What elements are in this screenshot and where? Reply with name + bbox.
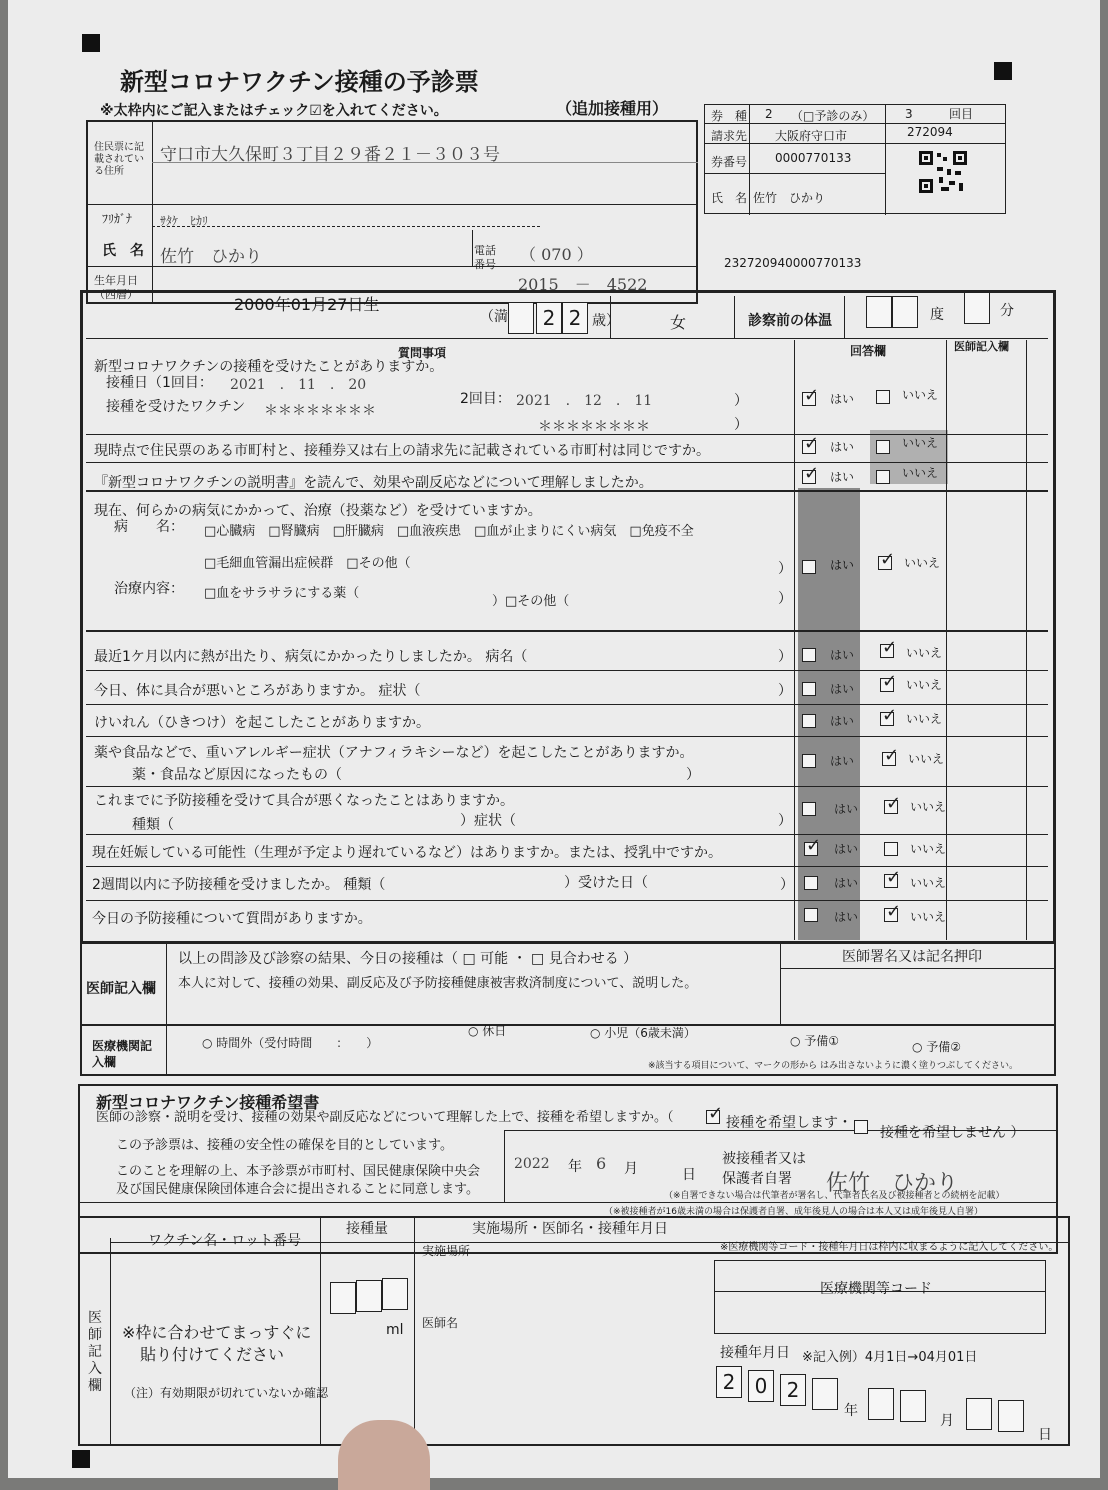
q1-vaccine-1: ＊＊＊＊＊＊＊＊	[264, 403, 376, 419]
q1-no-checkbox[interactable]	[876, 390, 890, 404]
consent-want-label: 接種を希望します・	[726, 1115, 852, 1131]
birth-value: 2000年01月27日生	[234, 295, 380, 314]
clinic-option-holiday[interactable]: ○ 休日	[468, 1024, 507, 1038]
vaccination-year-digit-3[interactable]: 2	[780, 1374, 806, 1406]
q4-disease-label: 病 名：	[114, 519, 184, 535]
thumb-image	[338, 1420, 430, 1490]
q5-yes-checkbox[interactable]	[802, 648, 816, 662]
ticket-dose-value: 3	[905, 107, 913, 121]
q7-text: けいれん（ひきつけ）を起こしたことがありますか。	[94, 715, 430, 731]
q8-no-checkbox[interactable]	[882, 752, 896, 766]
registration-mark	[72, 1450, 90, 1468]
registration-mark	[994, 62, 1012, 80]
q5-text: 最近1ケ月以内に熱が出たり、病気にかかったりしましたか。 病名（	[94, 649, 528, 665]
q12-text: 今日の予防接種について質問がありますか。	[92, 911, 372, 927]
vaccination-year-digit-4[interactable]	[812, 1378, 838, 1410]
qr-code-icon	[919, 151, 967, 193]
q2-yes-checkbox[interactable]	[802, 440, 816, 454]
q3-no-checkbox[interactable]	[876, 470, 890, 484]
q9-yes-checkbox[interactable]	[802, 802, 816, 816]
consent-signer-label-1: 被接種者又は	[722, 1151, 806, 1167]
clinic-option-reserve-1-label: 予備①	[804, 1034, 840, 1048]
vaccination-date-label: 接種年月日	[720, 1345, 790, 1361]
q10-no-label: いいえ	[910, 842, 947, 856]
q4-no-label: いいえ	[904, 556, 941, 570]
q8-text: 薬や食品などで、重いアレルギー症状（アナフィラキシーなど）を起こしたことがありますか。	[94, 745, 694, 761]
q10-yes-label: はい	[834, 842, 859, 856]
age-prefix: （満	[480, 309, 508, 325]
ticket-billing-value: 大阪府守口市	[775, 129, 848, 143]
q1-date1[interactable]: 2021 . 11 . 20	[230, 377, 367, 393]
ticket-number-label: 券番号	[711, 155, 748, 169]
vaccination-month-digit-2[interactable]	[900, 1390, 926, 1422]
consent-not-want-label: 接種を希望しません ）	[880, 1125, 1025, 1141]
q5-no-checkbox[interactable]	[880, 644, 894, 658]
q11-no-label: いいえ	[910, 876, 947, 890]
address-value[interactable]: 守口市大久保町３丁目２９番２１－３０３号	[160, 145, 500, 165]
doctor-line-2: 本人に対して、接種の効果、副反応及び予防接種健康被害救済制度について、説明した。	[178, 976, 698, 991]
vaccination-day-unit: 日	[1038, 1427, 1052, 1443]
q9-yes-label: はい	[834, 802, 859, 816]
q2-no-checkbox[interactable]	[876, 440, 890, 454]
consent-month[interactable]: 6	[596, 1154, 607, 1173]
consent-note-2: （※被接種者が16歳未満の場合は保護者自署、成年後見人の場合は本人又は成年後見人自署）	[604, 1207, 983, 1217]
q4-yes-label: はい	[830, 558, 855, 572]
q4-paren-close-1: ）	[778, 561, 792, 577]
vaccination-year-digit-2[interactable]: 0	[748, 1370, 774, 1402]
q2-no-label: いいえ	[902, 436, 939, 450]
doctor-notes-header: 医師記入欄	[954, 340, 1009, 353]
vaccination-year-digit-1[interactable]: 2	[716, 1366, 742, 1398]
birth-label: 生年月日（西暦）	[94, 274, 138, 301]
doctor-label: 医師記入欄	[86, 981, 156, 997]
q1-date1-label: 接種日（1回目：	[106, 375, 213, 391]
q11-no-checkbox[interactable]	[884, 874, 898, 888]
q2-yes-label: はい	[830, 440, 855, 454]
q11-date-label: ）受けた日（	[564, 875, 648, 891]
amount-digit-1[interactable]	[330, 1282, 356, 1314]
q3-yes-label: はい	[830, 470, 855, 484]
ticket-billing-code: 272094	[907, 125, 953, 139]
record-place-column: 実施場所・医師名・接種年月日	[472, 1221, 668, 1237]
consent-info-3: 及び国民健康保険団体連合会に提出されることに同意します。	[116, 1182, 479, 1197]
ticket-name-value: 佐竹 ひかり	[753, 191, 826, 205]
clinic-option-child[interactable]: ○ 小児（6歳未満）	[590, 1026, 696, 1040]
consent-signer-label-2: 保護者自署	[722, 1171, 792, 1187]
clinic-option-reserve-2[interactable]: ○ 予備②	[912, 1040, 962, 1054]
q4-disease-options[interactable]: □心臓病 □腎臓病 □肝臓病 □血液疾患 □血が止まりにくい病気 □免疫不全	[204, 524, 694, 539]
age-digit-2[interactable]: 2	[562, 302, 588, 334]
q6-yes-checkbox[interactable]	[802, 682, 816, 696]
q1-paren-close-2: ）	[734, 417, 748, 433]
consent-title: 新型コロナワクチン接種希望書	[96, 1093, 320, 1112]
q6-text: 今日、体に具合が悪いところがありますか。 症状（	[94, 683, 421, 699]
form-subtitle: （追加接種用）	[556, 99, 669, 118]
vaccination-month-unit: 月	[940, 1413, 954, 1429]
consent-year[interactable]: 2022	[514, 1156, 550, 1172]
consent-info-2: このことを理解の上、本予診票が市町村、国民健康保険中央会	[116, 1164, 481, 1179]
furigana-value[interactable]: ｻﾀｹ ﾋｶﾘ	[160, 214, 209, 228]
q9-paren-close: ）	[778, 813, 792, 829]
ticket-number-value: 0000770133	[775, 151, 852, 165]
q4-treatment-option-2[interactable]: ）□その他（	[492, 594, 570, 609]
q10-no-checkbox[interactable]	[884, 842, 898, 856]
consent-year-unit: 年	[568, 1159, 582, 1175]
temperature-unit-minute: 分	[1000, 303, 1014, 319]
q11-yes-label: はい	[834, 876, 859, 890]
sex-value: 女	[670, 313, 687, 332]
q6-paren-close: ）	[778, 683, 792, 699]
record-amount-column: 接種量	[346, 1221, 388, 1237]
record-side-label: 医師記入欄	[88, 1310, 102, 1394]
clinic-option-overtime[interactable]: ○ 時間外（受付時間 ： ）	[202, 1036, 379, 1050]
clinic-option-overtime-label: 時間外（受付時間 ： ）	[216, 1036, 379, 1050]
sticker-instruction-1: ※枠に合わせてまっすぐに	[122, 1323, 312, 1342]
clinic-option-reserve-2-label: 予備②	[926, 1040, 962, 1054]
consent-note-1: （※自署できない場合は代筆者が署名し、代筆者氏名及び被接種者との続柄を記載）	[664, 1191, 1005, 1201]
q4-yes-checkbox[interactable]	[802, 560, 816, 574]
q12-yes-label: はい	[834, 910, 859, 924]
vaccination-month-digit-1[interactable]	[868, 1388, 894, 1420]
q12-no-label: いいえ	[910, 910, 947, 924]
q1-paren-close: ）	[734, 393, 748, 409]
amount-digit-2[interactable]	[356, 1280, 382, 1312]
q8-sub: 薬・食品など原因になったもの（	[132, 767, 342, 783]
q10-yes-checkbox[interactable]	[804, 842, 818, 856]
q8-yes-label: はい	[830, 754, 855, 768]
q7-no-label: いいえ	[906, 712, 943, 726]
furigana-label: ﾌﾘｶﾞﾅ	[102, 212, 133, 226]
answers-header: 回答欄	[850, 344, 887, 358]
q1-date2[interactable]: 2021 . 12 . 11	[516, 393, 653, 409]
expiry-note: （注）有効期限が切れていないか確認	[124, 1386, 329, 1400]
temperature-label: 診察前の体温	[748, 313, 832, 329]
clinic-label: 医療機関記入欄	[92, 1039, 153, 1069]
clinic-option-holiday-label: 休日	[482, 1024, 507, 1038]
q3-text: 『新型コロナワクチンの説明書』を読んで、効果や副反応などについて理解しましたか。	[94, 475, 653, 491]
ticket-billing-label: 請求先	[711, 129, 748, 143]
phone-value-2[interactable]: 2015 － 4522	[518, 275, 648, 294]
amount-digit-3[interactable]	[382, 1278, 408, 1310]
q5-yes-label: はい	[830, 648, 855, 662]
form-instruction: ※太枠内にご記入またはチェック☑を入れてください。	[100, 103, 448, 119]
q9-text: これまでに予防接種を受けて具合が悪くなったことはありますか。	[94, 793, 514, 809]
place-label: 実施場所	[422, 1244, 471, 1258]
q6-no-label: いいえ	[906, 678, 943, 692]
ticket-dose-unit: 回目	[949, 107, 974, 121]
age-suffix: 歳）	[592, 313, 620, 329]
q8-no-label: いいえ	[908, 752, 945, 766]
doctor-line-1[interactable]: 以上の問診及び診察の結果、今日の接種は（ □ 可能 ・ □ 見合わせる ）	[178, 951, 638, 967]
q4-treatment-label: 治療内容：	[114, 581, 184, 597]
q7-yes-checkbox[interactable]	[802, 714, 816, 728]
q1-text: 新型コロナワクチンの接種を受けたことがありますか。	[94, 359, 444, 375]
q1-vaccine-2: ＊＊＊＊＊＊＊＊	[538, 419, 650, 435]
ticket-kind-value: 2	[765, 107, 773, 121]
clinic-note: ※該当する項目について、マークの形から はみ出さないように濃く塗りつぶしてください。	[648, 1061, 1019, 1071]
form-title: 新型コロナワクチン接種の予診票	[120, 68, 479, 96]
ticket-barcode-number: 232720940000770133	[724, 256, 862, 270]
q4-paren-close-2: ）	[778, 591, 792, 607]
clinic-option-child-label: 小児（6歳未満）	[604, 1026, 696, 1040]
q8-paren-close: ）	[686, 767, 700, 783]
record-vaccine-column: ワクチン名・ロット番号	[148, 1233, 302, 1249]
q11-yes-checkbox[interactable]	[804, 876, 818, 890]
vaccination-year-unit: 年	[844, 1403, 858, 1419]
q5-paren-close: ）	[778, 649, 792, 665]
questions-header: 質問事項	[398, 346, 447, 360]
q6-no-checkbox[interactable]	[880, 678, 894, 692]
q7-yes-label: はい	[830, 714, 855, 728]
vaccination-day-digit-2[interactable]	[998, 1400, 1024, 1432]
name-value[interactable]: 佐竹 ひかり	[160, 247, 262, 267]
q9-no-label: いいえ	[910, 800, 947, 814]
q4-text: 現在、何らかの病気にかかって、治療（投薬など）を受けていますか。	[94, 503, 542, 519]
name-label: 氏 名	[102, 243, 144, 259]
q3-no-label: いいえ	[902, 466, 939, 480]
q1-yes-label: はい	[830, 392, 855, 406]
q6-yes-label: はい	[830, 682, 855, 696]
consent-question: 医師の診察・説明を受け、接種の効果や副反応などについて理解した上で、接種を希望しますか。（	[96, 1110, 674, 1125]
phone-label: 電話番号	[474, 244, 496, 271]
q1-date2-label: 2回目：	[460, 391, 511, 407]
q11-paren-close: ）	[780, 877, 794, 893]
consent-month-unit: 月	[624, 1161, 638, 1177]
consent-day-unit: 日	[682, 1167, 696, 1183]
consent-signature[interactable]: 佐竹 ひかり	[826, 1171, 959, 1196]
doctor-name-label: 医師名	[422, 1316, 459, 1330]
sticker-instruction-2: 貼り付けてください	[140, 1345, 285, 1364]
q9-sub-symptom: ）症状（	[460, 813, 516, 829]
phone-value-1[interactable]: （ 070 ）	[520, 245, 593, 264]
vaccination-date-example: ※記入例）4月1日→04月01日	[802, 1350, 978, 1365]
q4-no-checkbox[interactable]	[878, 556, 892, 570]
q12-yes-checkbox[interactable]	[804, 908, 818, 922]
ticket-name-label: 氏 名	[711, 191, 748, 205]
clinic-option-reserve-1[interactable]: ○ 予備①	[790, 1034, 840, 1048]
q1-vaccine-label: 接種を受けたワクチン	[106, 399, 246, 415]
q12-no-checkbox[interactable]	[884, 908, 898, 922]
address-label: 住民票に記載されている住所	[94, 142, 144, 177]
q11-text: 2週間以内に予防接種を受けましたか。 種類（	[92, 877, 386, 893]
consent-want-checkbox[interactable]	[706, 1110, 720, 1124]
q4-disease-options-2[interactable]: □毛細血管漏出症候群 □その他（	[204, 556, 411, 571]
q1-no-label: いいえ	[902, 388, 939, 402]
ticket-kind-note: （□予診のみ）	[791, 109, 875, 123]
amount-unit: ml	[386, 1322, 404, 1338]
q8-yes-checkbox[interactable]	[802, 754, 816, 768]
code-note: ※医療機関等コード・接種年月日は枠内に収まるように記入してください。	[720, 1242, 1059, 1253]
age-digit-1[interactable]: 2	[536, 302, 562, 334]
ticket-kind-label: 券 種	[711, 109, 748, 123]
q4-treatment-option-1[interactable]: □血をサラサラにする薬（	[204, 586, 360, 601]
paper-form	[8, 0, 1100, 1478]
doctor-sign-label: 医師署名又は記名押印	[842, 949, 982, 965]
temperature-unit-degree: 度	[930, 307, 944, 323]
q9-sub-kind: 種類（	[132, 817, 174, 833]
clinic-code-label: 医療機関等コード	[820, 1281, 932, 1297]
ticket-box	[704, 104, 1006, 214]
q7-no-checkbox[interactable]	[880, 712, 894, 726]
consent-not-want-checkbox[interactable]	[854, 1120, 868, 1134]
q1-yes-checkbox[interactable]	[802, 392, 816, 406]
q5-no-label: いいえ	[906, 646, 943, 660]
q2-text: 現時点で住民票のある市町村と、接種券又は右上の請求先に記載されている市町村は同じですか。	[94, 443, 710, 459]
registration-mark	[82, 34, 100, 52]
vaccination-day-digit-1[interactable]	[966, 1398, 992, 1430]
q10-text: 現在妊娠している可能性（生理が予定より遅れているなど）はありますか。または、授乳中ですか。	[92, 845, 722, 861]
consent-info-1: この予診票は、接種の安全性の確保を目的としています。	[116, 1138, 453, 1153]
q3-yes-checkbox[interactable]	[802, 470, 816, 484]
q9-no-checkbox[interactable]	[884, 800, 898, 814]
